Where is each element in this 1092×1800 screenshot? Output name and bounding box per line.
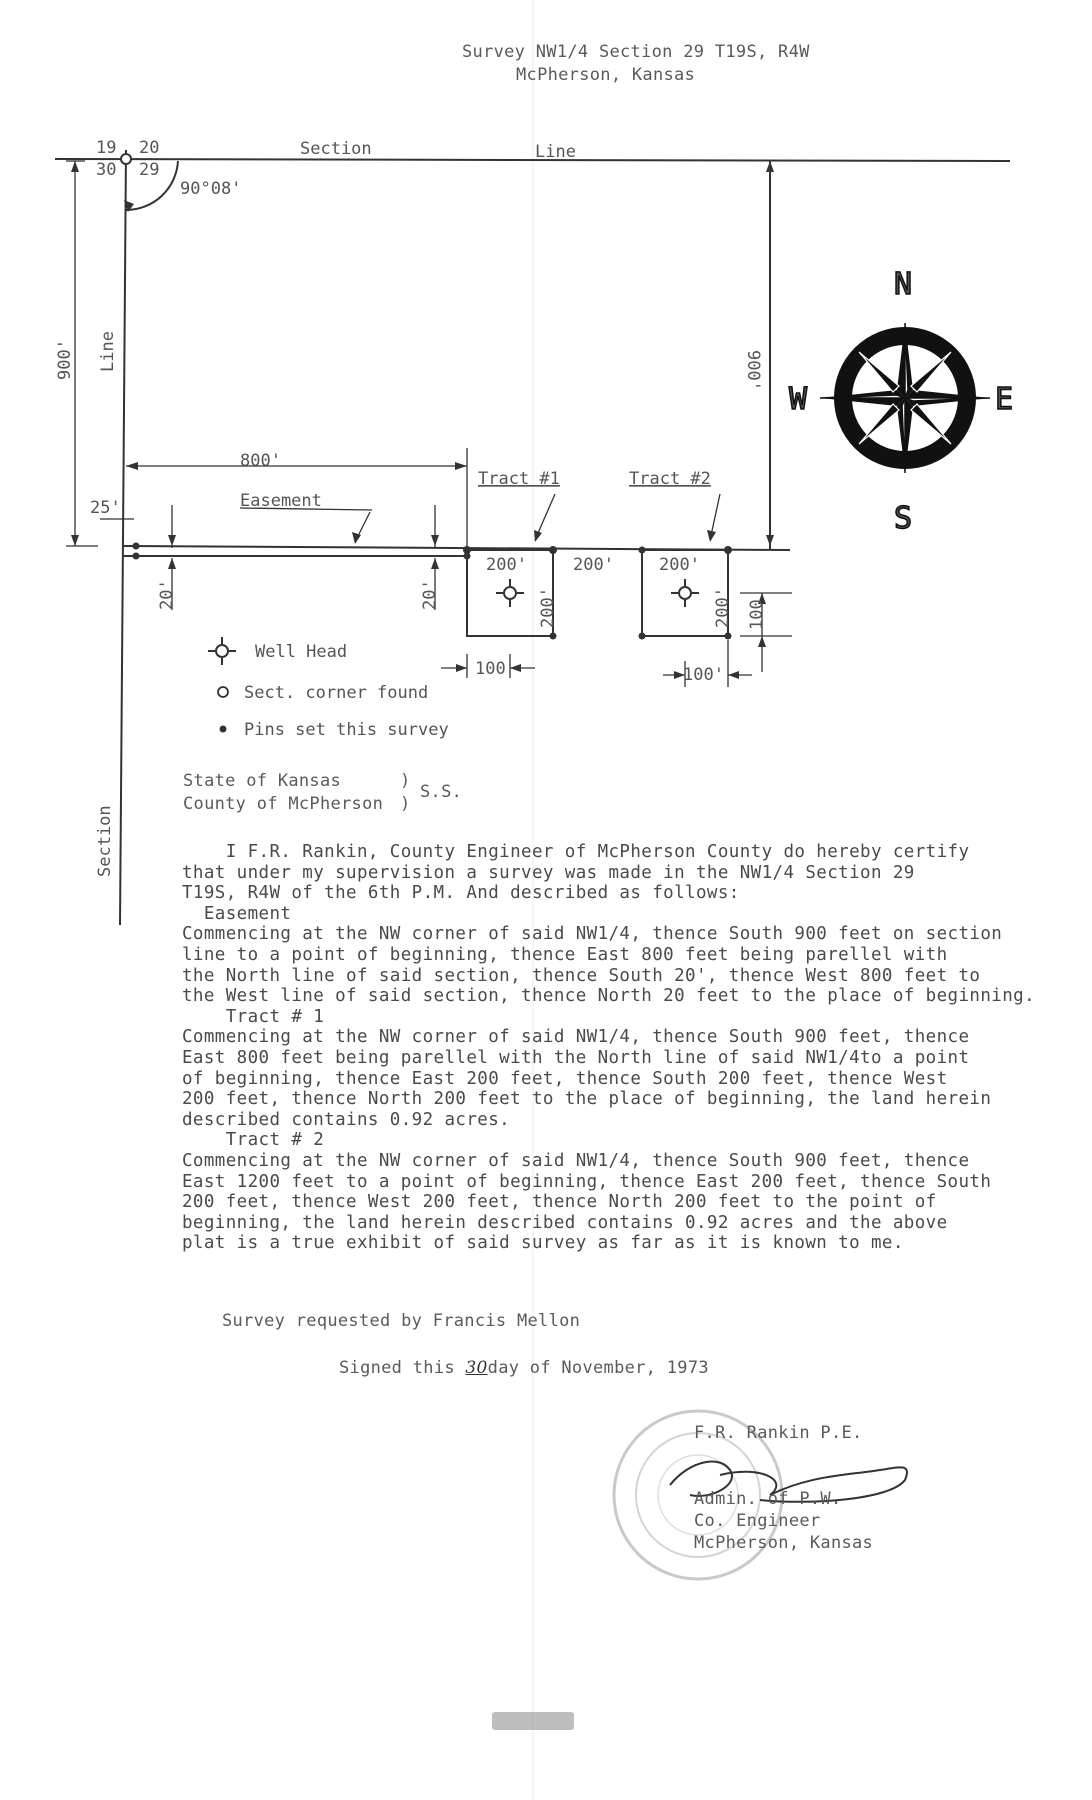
corner-label-29: 29	[139, 160, 160, 180]
pin-2	[133, 553, 140, 560]
header-title: Survey NW1/4 Section 29 T19S, R4W	[462, 42, 810, 62]
certification-line: East 1200 feet to a point of beginning, thence East 200 feet, thence South	[182, 1171, 992, 1192]
section-label-bottom: Section	[95, 805, 115, 877]
pin-1	[133, 543, 140, 550]
certification-line: plat is a true exhibit of said survey as far as it is known to me.	[182, 1233, 904, 1254]
header-location: McPherson, Kansas	[516, 65, 696, 85]
certification-line: beginning, the land herein described contains 0.92 acres and the above	[182, 1212, 948, 1233]
tract-2-top-dim: 200'	[659, 555, 700, 575]
section-line-label: Section	[300, 139, 372, 159]
tract-1-label: Tract #1	[478, 469, 560, 489]
compass-s: S	[894, 501, 913, 536]
certification-line: Commencing at the NW corner of said NW1/4, thence South 900 feet, thence	[182, 1027, 970, 1048]
signed-prefix: Signed this	[339, 1358, 466, 1378]
certification-line: the West line of said section, thence North 20 feet to the place of beginning.	[182, 986, 1035, 1007]
offset-100-1: 100	[475, 659, 506, 679]
signed-day: 30	[465, 1358, 488, 1378]
tract-1-side-dim: 200'	[538, 587, 558, 628]
north-section-line	[55, 159, 1010, 161]
certification-line: described contains 0.92 acres.	[182, 1109, 511, 1130]
compass-rose	[789, 267, 1013, 536]
legend-well-icon	[208, 637, 236, 665]
tract-2-label: Tract #2	[629, 469, 711, 489]
compass-w: W	[789, 382, 808, 417]
ss-label: S.S.	[420, 782, 463, 802]
document-stamp-number	[492, 1712, 574, 1730]
certification-line: Tract # 2	[182, 1130, 325, 1151]
corner-label-19: 19	[96, 138, 117, 158]
tract-1-top-dim: 200'	[486, 555, 527, 575]
brace-1: )	[400, 771, 411, 791]
right-dim-900: 900'	[743, 350, 763, 391]
certification-line: I F.R. Rankin, County Engineer of McPherson County do hereby certify	[182, 842, 970, 862]
left-dim-900: 900'	[55, 339, 75, 380]
gap-dim: 200'	[573, 555, 614, 575]
certification-line: the North line of said section, thence South 20', thence West 800 feet to	[182, 965, 981, 986]
legend-pin-label: Pins set this survey	[244, 720, 449, 740]
legend-corner-icon	[218, 687, 228, 697]
line-label: Line	[535, 142, 576, 162]
certification-line: line to a point of beginning, thence East 800 feet being parellel with	[182, 944, 948, 965]
county-label: County of McPherson	[183, 794, 384, 814]
easement-width-left: 20'	[157, 579, 177, 610]
certification-line: 200 feet, thence West 200 feet, thence North 200 feet to the point of	[182, 1192, 937, 1213]
certification-line: 200 feet, thence North 200 feet to the place of beginning, the land herein	[182, 1089, 992, 1110]
compass-n: N	[894, 267, 913, 302]
well-head-2	[671, 579, 699, 607]
easement-label: Easement	[240, 491, 322, 511]
corner-label-30: 30	[96, 160, 117, 180]
legend-well-label: Well Head	[255, 642, 348, 662]
dim-25: 25'	[90, 498, 121, 518]
certification-text	[182, 842, 1035, 1254]
offset-100-right: 100	[747, 599, 767, 630]
dim-800: 800'	[240, 451, 281, 471]
certification-line: Commencing at the NW corner of said NW1/4, thence South 900 feet, thence	[182, 1150, 970, 1171]
certification-line: that under my supervision a survey was made in the NW1/4 Section 29	[182, 862, 915, 883]
signer-name: F.R. Rankin P.E.	[694, 1423, 863, 1443]
angle-label: 90°08'	[180, 179, 242, 199]
certification-line: Commencing at the NW corner of said NW1/4, thence South 900 feet on section	[182, 924, 1003, 945]
certification-line: Tract # 1	[182, 1006, 325, 1027]
legend-corner-label: Sect. corner found	[244, 683, 429, 703]
section-corner-marker	[121, 154, 131, 164]
signer-title-2: Co. Engineer	[694, 1511, 821, 1531]
left-line-label: Line	[98, 331, 118, 372]
corner-label-20: 20	[139, 138, 160, 158]
signed-suffix: day of November, 1973	[487, 1358, 709, 1378]
well-head-1	[496, 579, 524, 607]
certification-line: Easement	[182, 903, 292, 924]
signer-title-1: Admin. of P.W.	[694, 1489, 842, 1509]
offset-100-2: 100'	[683, 665, 724, 685]
west-section-line	[120, 150, 126, 925]
certification-line: T19S, R4W of the 6th P.M. And described as follows:	[182, 883, 740, 904]
requested-by: Survey requested by Francis Mellon	[222, 1311, 581, 1331]
certification-line: of beginning, thence East 200 feet, thence South 200 feet, thence West	[182, 1068, 948, 1089]
easement-width-right: 20'	[420, 579, 440, 610]
pin-4	[549, 546, 557, 554]
signed-date-line	[339, 1358, 709, 1378]
legend-pin-icon	[220, 726, 227, 733]
tract-2-side-dim: 200'	[713, 587, 733, 628]
compass-e: E	[995, 382, 1014, 417]
certification-line: East 800 feet being parellel with the North line of said NW1/4to a point	[182, 1047, 970, 1068]
brace-2: )	[400, 794, 411, 814]
signer-title-3: McPherson, Kansas	[694, 1533, 874, 1553]
state-label: State of Kansas	[183, 771, 342, 791]
